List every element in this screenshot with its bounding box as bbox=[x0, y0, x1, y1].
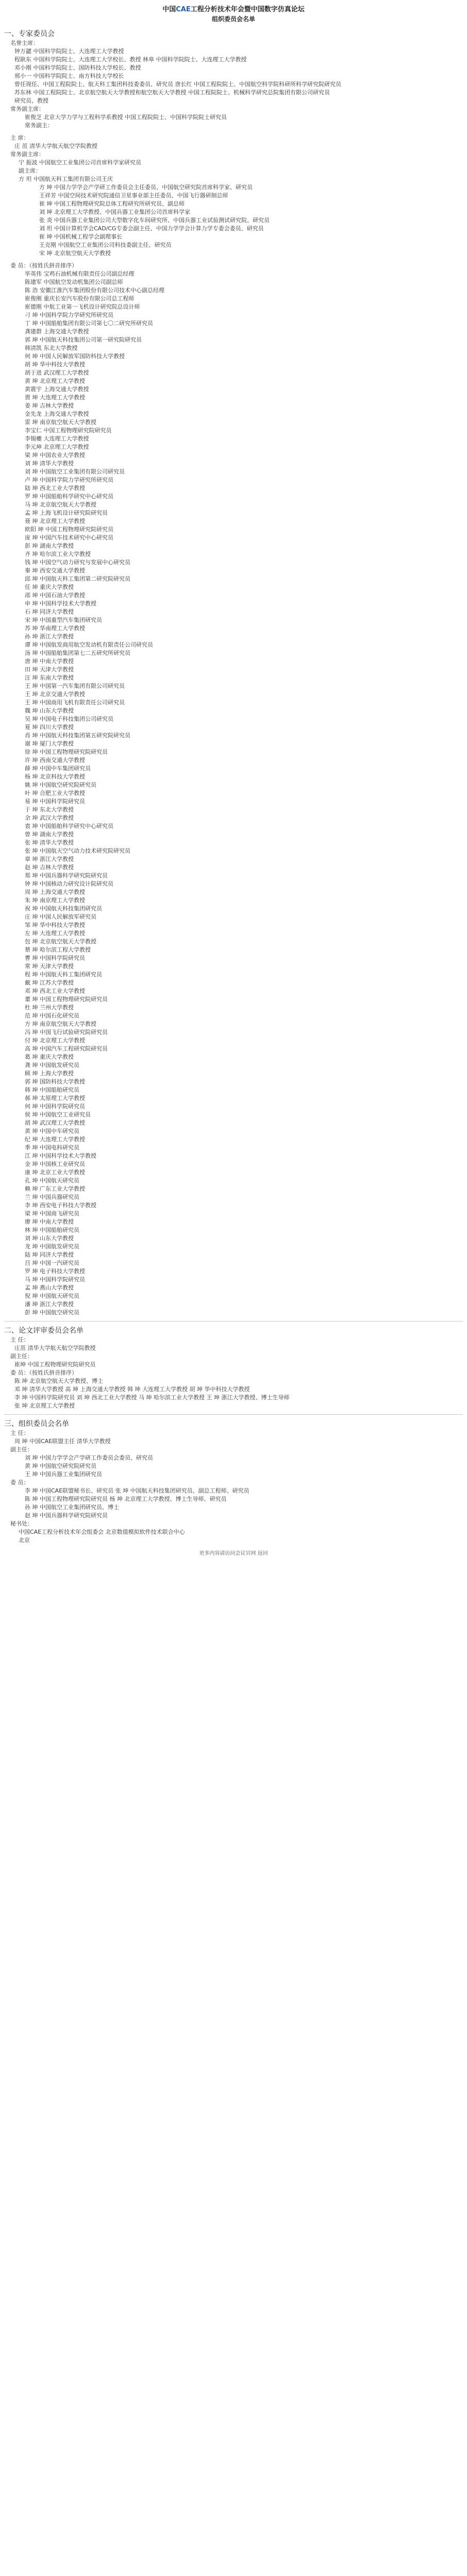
member-entry: 许 坤 西南交通大学教授 bbox=[25, 757, 85, 764]
member-entry: 陆 坤 西北工业大学教授 bbox=[25, 485, 85, 492]
s2-group-3-label: 委 员：（按姓氏拼音排序） bbox=[10, 1369, 77, 1376]
member-entry: 周 坤 中国CAE联盟主任 清华大学教授 bbox=[14, 1438, 111, 1445]
member-entry: 李宝仁 中国工程物理研究院研究员 bbox=[25, 427, 112, 434]
member-entry: 冯 坤 中国飞行试验研究院研究员 bbox=[25, 1029, 108, 1036]
s3-group-4-label: 秘书处： bbox=[10, 1520, 33, 1527]
member-entry: 蔡 坤 哈尔滨工程大学教授 bbox=[25, 946, 91, 953]
member-entry: 李 坤 中国CAE联盟秘书长、研究员 张 坤 中国航天科技集团研究员、副总工程师、研究员 bbox=[25, 1487, 249, 1494]
member-entry: 中国CAE工程分析技术年会组委会 北京数值模拟软件技术联合中心 bbox=[19, 1529, 185, 1535]
member-entry: 章 坤 浙江大学教授 bbox=[25, 856, 74, 862]
member-entry: 李锡夔 大连理工大学教授 bbox=[25, 435, 89, 442]
member-entry: 王 坤 中国兵器工业集团研究员 bbox=[25, 1471, 102, 1478]
member-entry: 彭 坤 中国航空研究员 bbox=[25, 1309, 79, 1316]
member-entry: 董 坤 中国工程物理研究院研究员 bbox=[25, 996, 108, 1003]
member-entry: 石 坤 同济大学教授 bbox=[25, 608, 74, 615]
member-entry: 吕 坤 中国一汽研究员 bbox=[25, 1260, 79, 1266]
member-entry: 孔 坤 中国航天研究员 bbox=[25, 1177, 79, 1184]
s3-group-1-label: 主 任： bbox=[10, 1430, 29, 1436]
s2-group-3-list bbox=[0, 1377, 467, 1410]
member-entry: 田 坤 天津大学教授 bbox=[25, 666, 74, 673]
member-entry: 肖 坤 中国航天科技集团第五研究院研究员 bbox=[25, 732, 130, 739]
s1-group-2b-text: 苏东林 中国工程院院士、北京航空航天大学教授和航空航天大学教授 中国工程院院士、机械科学研究总院集团有限公司研究员 bbox=[14, 89, 330, 96]
member-entry: 胡于进 武汉理工大学教授 bbox=[25, 369, 89, 376]
member-entry: 龙 坤 中国航发研究员 bbox=[25, 1243, 79, 1250]
member-entry: 陈 坤 北京航空航天大学教授、博士 bbox=[14, 1378, 103, 1384]
member-entry: 邓 坤 清华大学教授 高 坤 上海交通大学教授 韩 坤 大连理工大学教授 胡 坤 华中科技大学教授 bbox=[14, 1386, 250, 1393]
member-entry: 秦 坤 西安交通大学教授 bbox=[25, 567, 85, 574]
member-entry: 宁 振波 中国航空工业集团公司首席科学家研究员 bbox=[19, 159, 141, 166]
member-entry: 夏 坤 四川大学教授 bbox=[25, 724, 74, 731]
member-entry: 北京 bbox=[19, 1537, 30, 1544]
member-entry: 邓小刚 中国科学院院士、国防科技大学校长、教授 bbox=[14, 64, 141, 71]
member-entry: 庄 茁 清华大学航天航空学院教授 bbox=[14, 143, 97, 149]
member-entry: 侯 坤 中国航空工业研究员 bbox=[25, 1111, 91, 1118]
member-entry: 丁 坤 中国船舶集团有限公司第七〇二研究所研究员 bbox=[25, 320, 153, 327]
doc-title: 中国CAE工程分析技术年会暨中国数字仿真论坛 bbox=[162, 6, 305, 13]
member-entry: 龚 坤 中国航发研究员 bbox=[25, 1062, 79, 1069]
member-entry: 卢 坤 中国科学院力学研究所研究员 bbox=[25, 477, 113, 483]
member-entry: 副主席： bbox=[19, 167, 41, 174]
member-entry: 任 坤 重庆大学教授 bbox=[25, 584, 74, 590]
s1-group-4-list bbox=[0, 142, 467, 150]
member-entry: 曾 坤 湖南大学教授 bbox=[25, 831, 74, 838]
member-entry: 孙 坤 浙江大学教授 bbox=[25, 633, 74, 640]
s1-group-6-list bbox=[0, 183, 467, 258]
member-entry: 崔俊刚 重庆长安汽车股份有限公司总工程师 bbox=[25, 295, 135, 302]
member-entry: 苏 坤 华南理工大学教授 bbox=[25, 625, 85, 632]
member-entry: 陈 坤 中国工程物理研究院研究员 杨 坤 北京理工大学教授、博士生导师、研究员 bbox=[25, 1496, 227, 1502]
member-entry: 徐 坤 中国工程物理研究院研究员 bbox=[25, 749, 108, 755]
s1-group-7-list bbox=[0, 270, 467, 1317]
s3-group-2-label: 副主任： bbox=[10, 1446, 33, 1453]
member-entry: 康 坤 北京工业大学教授 bbox=[25, 1169, 85, 1176]
member-entry: 赖 坤 广东工业大学教授 bbox=[25, 1185, 85, 1192]
member-entry: 方 坦 中国航天科工集团有限公司王庆 bbox=[19, 176, 113, 182]
s1-group-1-list bbox=[0, 47, 467, 80]
s2-group-2-list bbox=[0, 1361, 467, 1369]
member-entry: 余 坤 武汉大学教授 bbox=[25, 815, 74, 821]
member-entry: 庄茁 清华大学航天航空学院教授 bbox=[14, 1345, 96, 1351]
member-entry: 陈 浩 安徽江淮汽车集团股份有限公司技术中心副总经理 bbox=[25, 287, 164, 294]
member-entry: 付 坤 北京理工大学教授 bbox=[25, 1037, 85, 1044]
member-entry: 张 坤 北京理工大学教授 bbox=[14, 1402, 75, 1409]
member-entry: 祝 坤 中国航天科技集团研究员 bbox=[25, 905, 102, 912]
member-entry: 毕英伟 宝鸡石油机械有限责任公司副总经理 bbox=[25, 270, 135, 277]
member-entry: 葛 坤 重庆大学教授 bbox=[25, 1054, 74, 1060]
member-entry: 郑 坤 中国兵器科学研究院研究员 bbox=[25, 872, 108, 879]
member-entry: 钟 坤 中国核动力研究设计院研究员 bbox=[25, 880, 113, 887]
member-entry: 欧阳 坤 中国工程物理研究院研究员 bbox=[25, 526, 113, 533]
member-entry: 邵 坤 中国石油大学教授 bbox=[25, 592, 85, 599]
member-entry: 廖 坤 中南大学教授 bbox=[25, 1218, 74, 1225]
member-entry: 钟万勰 中国科学院院士、大连理工大学教授 bbox=[14, 48, 124, 55]
member-entry: 包 坤 北京航空航天大学教授 bbox=[25, 938, 96, 945]
member-entry: 贾 坤 大连理工大学教授 bbox=[25, 394, 85, 401]
member-entry: 庞 坤 中国汽车技术研究中心研究员 bbox=[25, 534, 113, 541]
member-entry: 刘 坤 中国力学学会产学研工作委员会委员、研究员 bbox=[25, 1454, 153, 1461]
member-entry: 孙 坤 中国航空工业集团研究员、博士 bbox=[25, 1504, 119, 1511]
member-entry: 邢小一 中国科学院院士、南方科技大学校长 bbox=[14, 73, 124, 79]
member-entry: 姜 坤 吉林大学教授 bbox=[25, 402, 74, 409]
cae-highlight: CAE bbox=[176, 6, 191, 13]
member-entry: 王 坤 北京交通大学教授 bbox=[25, 691, 85, 698]
member-entry: 潘 坤 浙江大学教授 bbox=[25, 1301, 74, 1308]
member-entry: 齐 坤 哈尔滨工业大学教授 bbox=[25, 551, 91, 557]
member-entry: 易 坤 中国科学院研究员 bbox=[25, 798, 85, 805]
s1-group-2c-text: 研究员、教授 bbox=[14, 97, 48, 104]
member-entry: 周 坤 上海交通大学教授 bbox=[25, 889, 85, 895]
member-entry: 聂 坤 北京理工大学教授 bbox=[25, 518, 85, 524]
s1-group-3-label: 常务副主席： bbox=[10, 106, 44, 112]
member-entry: 彭 坤 湖南大学教授 bbox=[25, 543, 74, 549]
member-entry: 刘 坤 北京理工大学教授、中国兵器工业集团公司首席科学家 bbox=[39, 209, 190, 215]
member-entry: 宋 坤 北京航空航天大学教授 bbox=[39, 250, 111, 257]
member-entry: 方 坤 南京航空航天大学教授 bbox=[25, 1021, 96, 1027]
member-entry: 张 坤 清华大学教授 bbox=[25, 839, 74, 846]
member-entry: 纪 坤 大连理工大学教授 bbox=[25, 1136, 85, 1143]
member-entry: 杜 坤 兰州大学教授 bbox=[25, 1004, 74, 1011]
member-entry: 刘 坤 山东大学教授 bbox=[25, 1235, 74, 1242]
member-entry: 谢 坤 厦门大学教授 bbox=[25, 740, 74, 747]
member-entry: 郭 坤 国防科技大学教授 bbox=[25, 1078, 85, 1085]
member-entry: 崔俊芝 北京大学力学与工程科学系教授 中国工程院院士、中国科学院院士研究员 bbox=[25, 114, 227, 121]
member-entry: 何 坤 中国人民解放军国防科技大学教授 bbox=[25, 353, 125, 360]
s3-group-1-list bbox=[0, 1437, 467, 1446]
s1-group-5-list bbox=[0, 159, 467, 183]
member-entry: 曹 坤 中国科学院研究员 bbox=[25, 955, 85, 961]
member-entry: 魏 坤 山东大学教授 bbox=[25, 707, 74, 714]
s3-group-3-label: 委 员： bbox=[10, 1479, 29, 1486]
s1-group-1-label: 名誉主席： bbox=[10, 40, 39, 46]
member-entry: 程耿东 中国科学院院士、大连理工大学校长、教授 林皋 中国科学院院士、大连理工大学教授 bbox=[14, 56, 247, 63]
member-entry: 叶 坤 合肥工业大学教授 bbox=[25, 790, 85, 796]
s3-group-2-list bbox=[0, 1454, 467, 1479]
s2-group-1-list bbox=[0, 1344, 467, 1352]
member-entry: 程 坤 中国航天科工集团研究员 bbox=[25, 971, 102, 978]
member-entry: 刁 坤 中国科学院力学研究所研究员 bbox=[25, 312, 113, 318]
s1-group-4-label: 主 席： bbox=[10, 134, 29, 141]
member-entry: 李 坤 西安电子科技大学教授 bbox=[25, 1202, 96, 1209]
s1-group-3-list bbox=[0, 113, 467, 130]
member-entry: 王 坤 中国商用飞机有限责任公司研究员 bbox=[25, 699, 125, 706]
member-entry: 郝 坤 太原理工大学教授 bbox=[25, 1095, 85, 1101]
member-entry: 李 坤 中国科学院研究员 刘 坤 西北工业大学教授 马 坤 哈尔滨工业大学教授 王 坤 浙江大学教授、博士生导师 bbox=[14, 1394, 290, 1401]
member-entry: 胡 坤 武汉理工大学教授 bbox=[25, 1120, 85, 1126]
member-entry: 刘 坤 清华大学教授 bbox=[25, 460, 74, 467]
member-entry: 左 坤 大连理工大学教授 bbox=[25, 930, 85, 937]
member-entry: 宋 坤 中国重型汽车集团研究员 bbox=[25, 617, 102, 623]
member-entry: 龚建群 上海交通大学教授 bbox=[25, 328, 89, 335]
member-entry: 庄 坤 中国人民解放军研究员 bbox=[25, 913, 96, 920]
member-entry: 黄震宇 上海交通大学教授 bbox=[25, 386, 89, 393]
member-entry: 林 坤 中国船舶研究员 bbox=[25, 1227, 79, 1233]
member-entry: 梁 坤 中国农业大学教授 bbox=[25, 452, 85, 459]
member-entry: 于 坤 东北大学教授 bbox=[25, 806, 74, 813]
member-entry: 罗 坤 电子科技大学教授 bbox=[25, 1268, 85, 1275]
member-entry: 张 炎 中国兵器工业集团公司大型数字化车间研究所、中国兵器工业试验测试研究院、研究员 bbox=[39, 217, 270, 224]
member-entry: 何 坤 中国科学院研究员 bbox=[25, 1103, 85, 1110]
member-entry: 刘 坤 中国航空工业集团有限公司研究员 bbox=[25, 468, 125, 475]
member-entry: 范 坤 中国石化研究员 bbox=[25, 1012, 79, 1019]
member-entry: 崔 坤 中国机械工程学会副理事长 bbox=[39, 233, 122, 240]
member-entry: 高 坤 中国汽车工程研究院研究员 bbox=[25, 1045, 108, 1052]
section-2-title: 二、论文评审委员会名单 bbox=[4, 1327, 84, 1335]
member-entry: 邓 坤 西北工业大学教授 bbox=[25, 988, 85, 994]
section-divider bbox=[4, 1414, 463, 1415]
member-entry: 唐 坤 中南大学教授 bbox=[25, 658, 74, 665]
member-entry: 朱 坤 南京理工大学教授 bbox=[25, 897, 85, 904]
member-entry: 戴 坤 江苏大学教授 bbox=[25, 979, 74, 986]
member-entry: 陆 坤 同济大学教授 bbox=[25, 1251, 74, 1258]
member-entry: 陈建军 中国航空发动机集团公司副总师 bbox=[25, 279, 123, 285]
member-entry: 顾 坤 上海大学教授 bbox=[25, 1070, 74, 1077]
member-entry: 崔坤 中国工程物理研究院研究员 bbox=[14, 1361, 96, 1368]
member-entry: 孟 坤 燕山大学教授 bbox=[25, 1284, 74, 1291]
member-entry: 谭 坤 中国航发商用航空发动机有限责任公司研究员 bbox=[25, 641, 153, 648]
member-entry: 王 坤 中国第一汽车集团有限公司研究员 bbox=[25, 683, 125, 689]
member-entry: 汪 坤 东南大学教授 bbox=[25, 674, 74, 681]
member-entry: 申 坤 中国科学技术大学教授 bbox=[25, 600, 96, 607]
s3-group-3-list bbox=[0, 1487, 467, 1520]
member-entry: 汤 坤 中国船舶集团第七二五研究所研究员 bbox=[25, 650, 130, 656]
member-entry: 梁 坤 中国商飞研究员 bbox=[25, 1210, 79, 1217]
s1-group-7-label: 委 员：（按姓氏拼音排序） bbox=[10, 262, 77, 269]
member-entry: 赵 坤 吉林大学教授 bbox=[25, 864, 74, 871]
member-entry: 李元坤 北京理工大学教授 bbox=[25, 444, 89, 450]
member-entry: 薛 坤 中国中车集团研究员 bbox=[25, 765, 91, 772]
member-entry: 郭 坤 中国航天科技集团公司第一研究院研究员 bbox=[25, 336, 142, 343]
footer-text: 更多内容请访问会议官网 bbox=[199, 1551, 256, 1556]
member-entry: 钱 坤 中国空气动力研究与发展中心研究员 bbox=[25, 559, 130, 566]
member-entry: 黄 坤 北京理工大学教授 bbox=[25, 378, 85, 384]
member-entry: 常 坤 天津大学教授 bbox=[25, 963, 74, 970]
member-entry: 常务副主： bbox=[25, 122, 53, 129]
member-entry: 马 坤 北京航空航天大学教授 bbox=[25, 501, 96, 508]
s1-group-5-label: 常务副主席： bbox=[10, 151, 44, 158]
doc-subtitle: 组织委员会名单 bbox=[211, 15, 255, 23]
member-entry: 韩清凯 东北大学教授 bbox=[25, 345, 78, 351]
member-entry: 金 坤 中国核工业研究员 bbox=[25, 1161, 85, 1167]
member-entry: 张 坤 中国航天空气动力技术研究院研究员 bbox=[25, 848, 130, 854]
member-entry: 姚 坤 中国航空研究院研究员 bbox=[25, 782, 96, 788]
member-entry: 江 坤 中国科学技术大学教授 bbox=[25, 1153, 96, 1159]
member-entry: 金先龙 上海交通大学教授 bbox=[25, 411, 89, 417]
member-entry: 赵 坤 中国兵器科学研究院研究员 bbox=[25, 1512, 108, 1519]
section-3-title: 三、组织委员会名单 bbox=[4, 1420, 69, 1428]
member-entry: 雷 坤 南京航空航天大学教授 bbox=[25, 419, 96, 426]
footer bbox=[0, 1550, 467, 1558]
member-entry: 邹 坤 华中科技大学教授 bbox=[25, 922, 85, 928]
member-entry: 兰 坤 中国兵器研究员 bbox=[25, 1194, 79, 1200]
member-entry: 袁 坤 中国船舶科学研究中心研究员 bbox=[25, 823, 113, 829]
member-entry: 罗 坤 中国船舶科学研究中心研究员 bbox=[25, 493, 113, 500]
s3-group-4-list bbox=[0, 1528, 467, 1545]
member-entry: 方 坤 中国力学学会产学研工作委员会主任委员、中国航空研究院首席科学家、研究员 bbox=[39, 184, 253, 191]
member-entry: 黄 坤 中国航空研究院研究员 bbox=[25, 1463, 96, 1469]
member-entry: 季 坤 中国电科研究员 bbox=[25, 1144, 79, 1151]
member-entry: 崔 坤 中国工程物理研究院总体工程研究所研究员、副总师 bbox=[39, 200, 185, 207]
member-entry: 吴 坤 中国电子科技集团公司研究员 bbox=[25, 716, 113, 722]
member-entry: 黄 坤 中国中车研究员 bbox=[25, 1128, 79, 1134]
footer-back-link[interactable]: 返回 bbox=[257, 1551, 268, 1556]
member-entry: 邱 坤 中国航天科工集团第二研究院研究员 bbox=[25, 575, 130, 582]
member-entry: 孟 坤 上海飞机设计研究院研究员 bbox=[25, 510, 108, 516]
member-entry: 王祥芳 中国空间技术研究院通信卫星事业部主任委员、中国飞行器研制总师 bbox=[39, 192, 228, 199]
member-entry: 胡 坤 华中科技大学教授 bbox=[25, 361, 85, 368]
s2-group-2-label: 副主任： bbox=[10, 1353, 33, 1360]
member-entry: 倪 坤 中国航天研究员 bbox=[25, 1293, 79, 1299]
member-entry: 杨 坤 北京科技大学教授 bbox=[25, 773, 85, 780]
member-entry: 韩 坤 中国船舶研究员 bbox=[25, 1087, 79, 1093]
member-entry: 马 坤 中国科学院研究员 bbox=[25, 1276, 85, 1283]
section-1-title: 一、专家委员会 bbox=[4, 30, 55, 38]
s2-group-1-label: 主 任： bbox=[10, 1336, 29, 1343]
member-entry: 王克刚 中国航空工业集团公司科技委副主任、研究员 bbox=[39, 242, 172, 248]
member-entry: 崔德刚 中航工业第一飞机设计研究院总设计师 bbox=[25, 303, 140, 310]
member-entry: 刘 坦 中国计算机学会CAD/CG专委会副主任、中国力学学会计算力学专委会委员、研究员 bbox=[39, 225, 264, 232]
s1-group-2-text: 曾任现任、中国工程院院士、航天科工集团科技委委员、研究员 唐长红 中国工程院院士、中国航空科学院科研所科学研究院研究员 bbox=[14, 81, 341, 88]
